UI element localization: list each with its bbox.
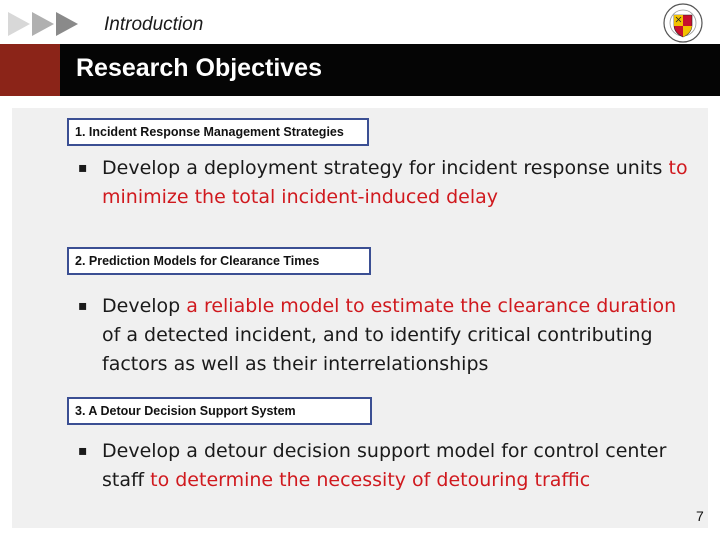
bullet-text-part: Develop a detour decision support model for control center staff (102, 440, 667, 491)
bullet-square-icon: ▪ (78, 443, 88, 459)
highlighted-text: to minimize the total incident-induced delay (102, 157, 688, 208)
bullet-text (102, 292, 688, 379)
bullet-text (102, 437, 688, 495)
bullet-square-icon: ▪ (78, 298, 88, 314)
highlighted-text: a reliable model to estimate the clearance duration (186, 295, 677, 317)
slide-title: Research Objectives (76, 54, 322, 82)
bullet-text (102, 154, 688, 212)
objective-bullet-1 (78, 154, 688, 212)
objective-bullet-2 (78, 292, 688, 379)
highlighted-text: to determine the necessity of detouring traffic (150, 469, 591, 491)
objective-label-2: 2. Prediction Models for Clearance Times (67, 247, 371, 275)
title-bar (0, 44, 720, 96)
bullet-square-icon: ▪ (78, 160, 88, 176)
bullet-text-part: Develop (102, 295, 187, 317)
title-accent-block (0, 44, 60, 96)
university-seal-icon (660, 2, 706, 44)
bullet-text-part: of a detected incident, and to identify critical contributing factors as well as their interrelationships (102, 324, 653, 375)
objective-label-1: 1. Incident Response Management Strategies (67, 118, 369, 146)
triple-chevron-arrows-icon (8, 10, 98, 38)
bullet-text-part: Develop a deployment strategy for incident response units (102, 157, 669, 179)
page-number: 7 (696, 508, 704, 524)
objective-bullet-3 (78, 437, 688, 495)
section-label: Introduction (104, 14, 204, 35)
objective-label-3: 3. A Detour Decision Support System (67, 397, 372, 425)
